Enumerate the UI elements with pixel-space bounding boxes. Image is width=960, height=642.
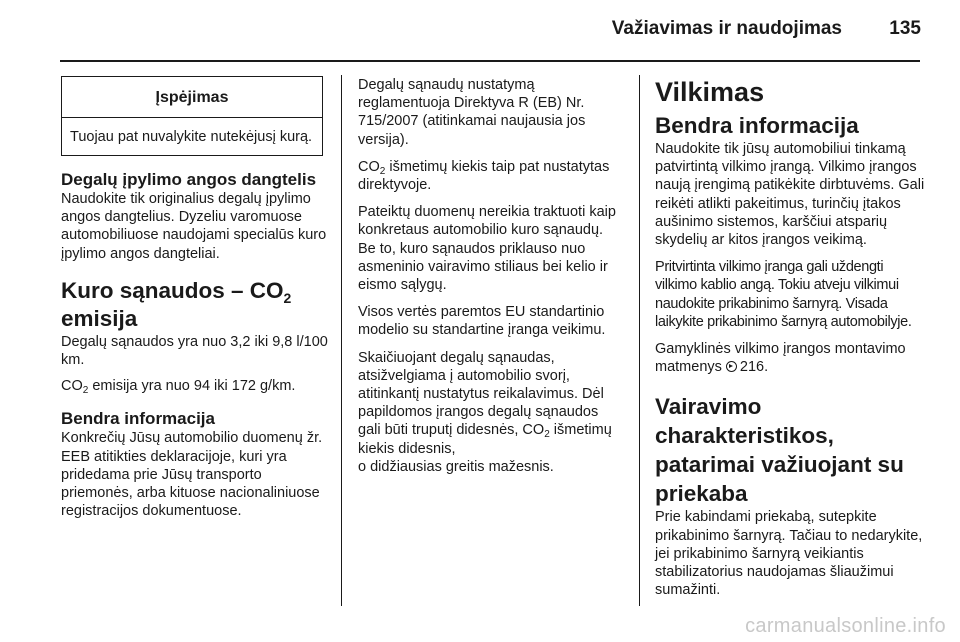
directive-paragraph: Degalų sąnaudų nustatymą reglamentuoja Direktyva R (EB) Nr. 715/2007 (atitinkamai naujausia jos versija). bbox=[358, 77, 586, 148]
data-disclaimer-paragraph: Pateiktų duomenų nereikia traktuoti kaip konkretaus automobilio kuro sąnaudų. Be to, kuro sąnaudos priklauso nuo asmeninio vairavimo stiliaus bei kelio ir eismo sąlygų. bbox=[358, 204, 616, 294]
weight-calculation-tail: išmetimų kiekis didesnis, bbox=[358, 422, 612, 457]
page-reference-link[interactable]: 216. bbox=[739, 359, 769, 376]
column-3 bbox=[655, 76, 927, 599]
co2-subscript: 2 bbox=[82, 385, 89, 397]
header-divider bbox=[60, 60, 920, 62]
weight-calculation-text: Skaičiuojant degalų sąnaudas, atsižvelgiama į automobilio svorį, atitinkantį nustatytus reikalavimus. Dėl papildomos įrangos degalų sąnaudos gali būti truputį didesnės, CO bbox=[358, 349, 604, 439]
general-info-heading: Bendra informacija bbox=[61, 409, 215, 429]
warning-title: Įspėjimas bbox=[62, 77, 322, 118]
co2-subscript: 2 bbox=[283, 289, 292, 306]
warning-box bbox=[61, 76, 323, 156]
towing-equipment-paragraph: Naudokite tik jūsų automobiliui tinkamą patvirtintą vilkimo įrangą. Vilkimo įrangos naują įrengimą patikėkite dirbtuvėms. Gali reikėti atlikti pakeitimus, turinčių įtakos aušinimo sistemos, karščiui atsparių skydelių ar kitos įrangos veikimą. bbox=[655, 141, 925, 249]
eu-standard-paragraph: Visos vertės paremtos EU standartinio modelio su standartine įranga veikimu. bbox=[358, 304, 606, 339]
weight-calculation-paragraph bbox=[358, 349, 624, 458]
fuel-consumption-heading bbox=[61, 277, 329, 333]
towing-hitch-paragraph: Pritvirtinta vilkimo įranga gali uždengti vilkimo kablio angą. Tokiu atveju vilkimui naudokite prikabinimo šarnyrą. Visada laikykite prikabinimo šarnyrą automobilyje. bbox=[655, 259, 912, 330]
towing-general-heading: Bendra informacija bbox=[655, 113, 859, 138]
page-reference-arrow-icon bbox=[726, 361, 737, 372]
column-divider-2 bbox=[639, 75, 640, 606]
column-divider-1 bbox=[341, 75, 342, 606]
mounting-dimensions-text: Gamyklinės vilkimo įrangos montavimo matmenys bbox=[655, 341, 906, 376]
driving-characteristics-heading: Vairavimo charakteristikos, patarimai važiuojant su priekaba bbox=[655, 394, 904, 507]
co2-label: CO bbox=[61, 378, 83, 395]
co2-directive-text: išmetimų kiekis taip pat nustatytas direktyvoje. bbox=[358, 158, 610, 194]
emission-range-paragraph bbox=[61, 377, 329, 395]
fuel-consumption-heading-tail: emisija bbox=[61, 305, 138, 331]
fuel-cap-heading: Degalų įpylimo angos dangtelis bbox=[61, 170, 317, 189]
watermark: carmanualsonline.info bbox=[745, 615, 946, 637]
mounting-dimensions-paragraph bbox=[655, 340, 927, 376]
co2-directive-paragraph bbox=[358, 158, 624, 194]
co2-label: CO bbox=[358, 158, 380, 175]
towing-title: Vilkimas bbox=[655, 77, 765, 107]
fuel-consumption-heading-main: Kuro sąnaudos – CO bbox=[61, 277, 284, 303]
warning-text: Tuojau pat nuvalykite nutekėjusį kurą. bbox=[70, 129, 313, 145]
general-info-paragraph: Konkrečių Jūsų automobilio duomenų žr. EEB atitikties deklaracijoje, kuri yra pridedama prie Jūsų transporto priemonės, arba kituose nacionaliniuose registracijos dokumentuose. bbox=[61, 430, 323, 520]
column-2 bbox=[358, 76, 624, 476]
trailer-tips-paragraph: Prie kabindami priekabą, sutepkite prikabinimo šarnyrą. Tačiau to nedarykite, jei prikabinimo šarnyrą veikiantis stabilizatorius naudojamas šliaužimui sumažinti. bbox=[655, 509, 923, 599]
emission-range-text: emisija yra nuo 94 iki 172 g/km. bbox=[88, 378, 296, 395]
page-header bbox=[0, 18, 960, 46]
max-speed-paragraph: o didžiausias greitis mažesnis. bbox=[358, 458, 554, 475]
consumption-range-paragraph: Degalų sąnaudos yra nuo 3,2 iki 9,8 l/100 km. bbox=[61, 333, 328, 369]
co2-subscript: 2 bbox=[544, 429, 550, 441]
column-1 bbox=[61, 76, 329, 520]
page-number: 135 bbox=[889, 18, 921, 39]
fuel-cap-paragraph: Naudokite tik originalius degalų įpylimo angos dangtelius. Dyzeliu varomuose automobiliuose naudojami specialūs kuro įpylimo angos dangteliai. bbox=[61, 191, 327, 262]
co2-subscript: 2 bbox=[379, 165, 386, 177]
section-title: Važiavimas ir naudojimas bbox=[611, 18, 842, 39]
